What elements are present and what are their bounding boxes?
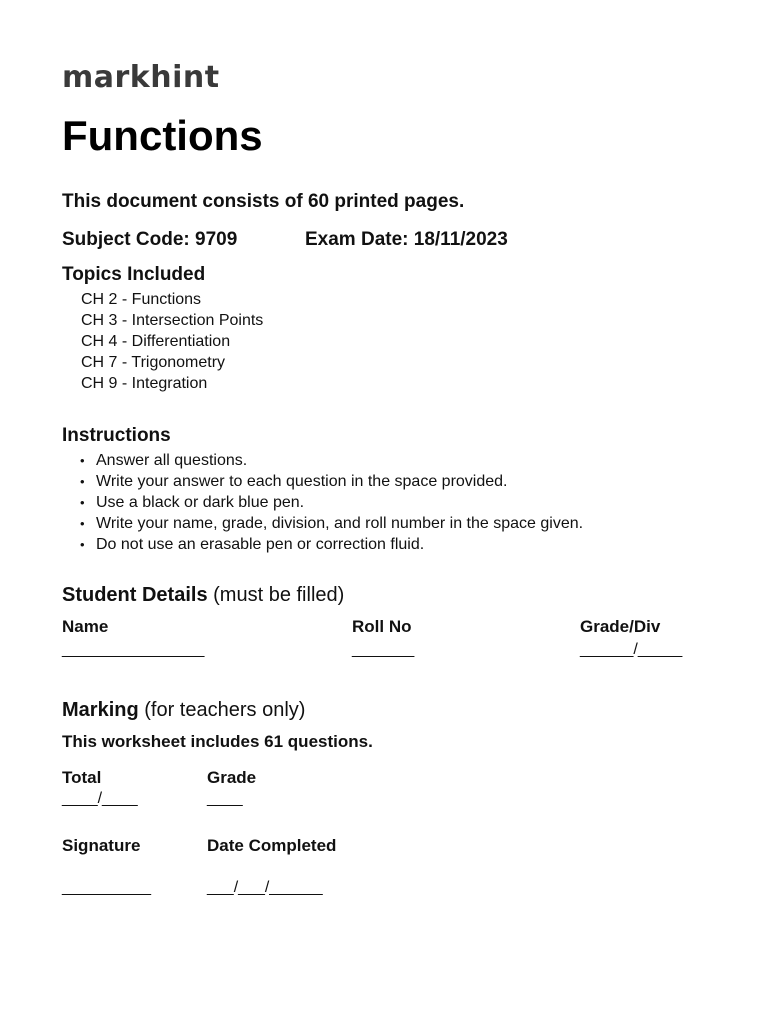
grade-label: Grade: [207, 768, 257, 787]
grade-div-blank[interactable]: ______/_____: [580, 641, 683, 658]
topic-item: CH 2 - Functions: [81, 291, 202, 308]
exam-date: Exam Date: 18/11/2023: [305, 229, 508, 250]
page-count-text: This document consists of 60 printed pages.: [62, 191, 465, 212]
student-details-title: Student Details: [62, 584, 208, 606]
roll-no-blank[interactable]: _______: [352, 641, 415, 658]
student-details-heading: [62, 584, 344, 607]
topic-item: CH 9 - Integration: [81, 375, 208, 392]
marking-title: Marking: [62, 699, 139, 721]
topics-heading: Topics Included: [62, 264, 206, 285]
total-blank[interactable]: ____/____: [62, 790, 138, 807]
total-label: Total: [62, 768, 102, 787]
exam-meta: [62, 229, 508, 251]
date-completed-label: Date Completed: [207, 836, 337, 855]
grade-div-label: Grade/Div: [580, 617, 661, 636]
brand-logo: markhint: [62, 60, 220, 95]
signature-label: Signature: [62, 836, 141, 855]
name-blank[interactable]: ________________: [62, 641, 205, 658]
marking-note: (for teachers only): [144, 699, 306, 721]
subject-code: Subject Code: 9709: [62, 229, 238, 250]
document-title: Functions: [62, 112, 263, 159]
instructions-heading: Instructions: [62, 425, 171, 446]
topic-item: CH 3 - Intersection Points: [81, 312, 264, 329]
marking-heading: [62, 699, 305, 722]
instruction-item: • Write your answer to each question in the space provided.: [80, 471, 583, 492]
name-label: Name: [62, 617, 109, 636]
date-completed-blank[interactable]: ___/___/______: [207, 879, 323, 896]
instruction-item: • Use a black or dark blue pen.: [80, 492, 583, 513]
signature-blank[interactable]: __________: [62, 879, 151, 896]
instruction-item: • Write your name, grade, division, and roll number in the space given.: [80, 513, 583, 534]
roll-no-label: Roll No: [352, 617, 412, 636]
topic-item: CH 7 - Trigonometry: [81, 354, 226, 371]
instruction-item: • Do not use an erasable pen or correction fluid.: [80, 534, 583, 555]
instruction-item: • Answer all questions.: [80, 450, 583, 471]
instructions-list: [80, 450, 583, 555]
grade-blank[interactable]: ____: [207, 790, 243, 807]
topic-item: CH 4 - Differentiation: [81, 333, 231, 350]
topics-list: [81, 289, 263, 394]
question-count-text: This worksheet includes 61 questions.: [62, 732, 373, 751]
student-details-note: (must be filled): [213, 584, 345, 606]
